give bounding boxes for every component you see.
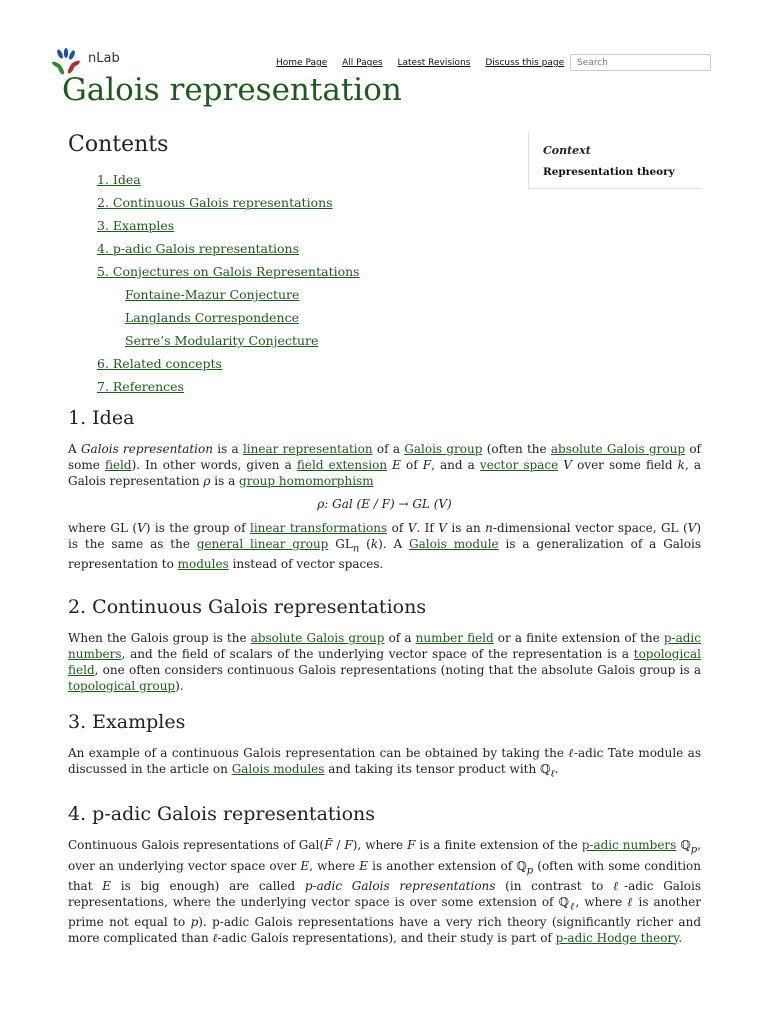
link-topological-field[interactable]: topological field — [68, 646, 701, 677]
section-heading-examples: 3. Examples — [68, 711, 186, 734]
section-heading-idea: 1. Idea — [68, 407, 135, 429]
contents-heading: Contents — [68, 132, 169, 157]
section-heading-continuous: 2. Continuous Galois representations — [68, 596, 427, 619]
toc-link[interactable]: 2. Continuous Galois representations — [97, 195, 333, 210]
link-topological-group[interactable]: topological group — [68, 678, 176, 693]
link-galois-modules[interactable]: Galois modules — [231, 762, 325, 777]
toc-sublink[interactable]: Fontaine-Mazur Conjecture — [125, 287, 300, 302]
link-p-adic-hodge-theory[interactable]: p-adic Hodge theory — [555, 930, 679, 945]
table-of-contents — [97, 168, 701, 398]
site-name[interactable]: nLab — [88, 51, 120, 66]
top-nav — [276, 58, 576, 68]
toc-link[interactable]: 5. Conjectures on Galois Representations — [97, 264, 360, 279]
toc-sublink[interactable]: Serre’s Modularity Conjecture — [125, 333, 319, 348]
link-number-field[interactable]: number field — [415, 631, 494, 646]
examples-paragraph: An example of a continuous Galois representation can be obtained by taking the ℓ-adic Tate module as discussed in the article on Galois modules and taking its tensor product with ℚ$_\ell$. — [68, 746, 701, 780]
link-vector-space[interactable]: vector space — [479, 457, 559, 472]
link-p-adic-numbers[interactable]: p-adic numbers — [581, 838, 677, 853]
page-title: Galois representation — [62, 72, 402, 108]
section-heading-p-adic: 4. p-adic Galois representations — [68, 803, 376, 826]
p-adic-paragraph: Continuous Galois representations of Gal(F̄ / F), where F is a finite extension of the p-adic numbers ℚ$_p$, over an underlying vector space over E, where E is another extension of ℚ$_p$ (often with some condition that E is big enough) are called p-adic Galois representations (in contrast to ℓ-adic Galois representations, where the underlying vector space is over some extension of ℚ$_\ell$, where ℓ is another prime not equal to p). p-adic Galois representations have a very rich theory (significantly richer and more complicated than ℓ-adic Galois representations), and their study is part of p-adic Hodge theory. — [68, 838, 702, 945]
link-linear-representation[interactable]: linear representation — [242, 442, 373, 456]
link-galois-module[interactable]: Galois module — [409, 537, 499, 552]
toc-link[interactable]: 7. References — [97, 379, 184, 394]
continuous-paragraph: When the Galois group is the absolute Galois group of a number field or a finite extension of the p-adic numbers, and the field of scalars of the underlying vector space of the representation is a topological field, one often considers continuous Galois representations (noting that the absolute Galois group is a topological group). — [68, 631, 701, 693]
nav-home-page[interactable]: Home Page — [276, 58, 328, 68]
link-group-homomorphism[interactable]: group homomorphism — [239, 473, 374, 488]
link-p-adic-numbers[interactable]: p-adic numbers — [68, 631, 701, 661]
nav-latest-revisions[interactable]: Latest Revisions — [397, 58, 471, 68]
link-linear-transformations[interactable]: linear transformations — [250, 521, 388, 536]
idea-paragraph: A Galois representation is a linear representation of a Galois group (often the absolute Galois group of some field). In other words, given a field extension E of F, and a vector space V over some field k, a Galois representation ρ is a group homomorphism — [68, 442, 702, 488]
nav-all-pages[interactable]: All Pages — [342, 58, 383, 68]
link-galois-group[interactable]: Galois group — [404, 442, 483, 456]
toc-link[interactable]: 4. p-adic Galois representations — [97, 241, 299, 256]
nav-discuss-page[interactable]: Discuss this page — [485, 58, 565, 68]
toc-sublink[interactable]: Langlands Correspondence — [125, 310, 299, 325]
link-field-extension[interactable]: field extension — [296, 457, 388, 472]
context-title: Context — [543, 144, 591, 157]
formula: ρ: Gal (E / F) → GL (V) — [317, 497, 452, 512]
toc-link[interactable]: 6. Related concepts — [97, 356, 222, 371]
search-input[interactable] — [570, 54, 711, 71]
link-general-linear-group[interactable]: general linear group — [196, 537, 329, 552]
link-absolute-galois-group[interactable]: absolute Galois group — [550, 442, 686, 456]
link-absolute-galois-group[interactable]: absolute Galois group — [250, 631, 385, 646]
context-link-representation-theory[interactable]: Representation theory — [543, 166, 675, 178]
idea-paragraph-2: where GL (V) is the group of linear transformations of V. If V is an n-dimensional vector space, GL (V) is the same as the general linear group $GL_n$ (k). A Galois module is a generalization of a Galois representation to modules instead of vector spaces. — [68, 521, 702, 572]
link-field[interactable]: field — [104, 457, 132, 472]
toc-link[interactable]: 3. Examples — [97, 218, 175, 233]
toc-link[interactable]: 1. Idea — [97, 172, 141, 187]
main-content — [68, 130, 701, 946]
link-modules[interactable]: modules — [177, 557, 229, 572]
